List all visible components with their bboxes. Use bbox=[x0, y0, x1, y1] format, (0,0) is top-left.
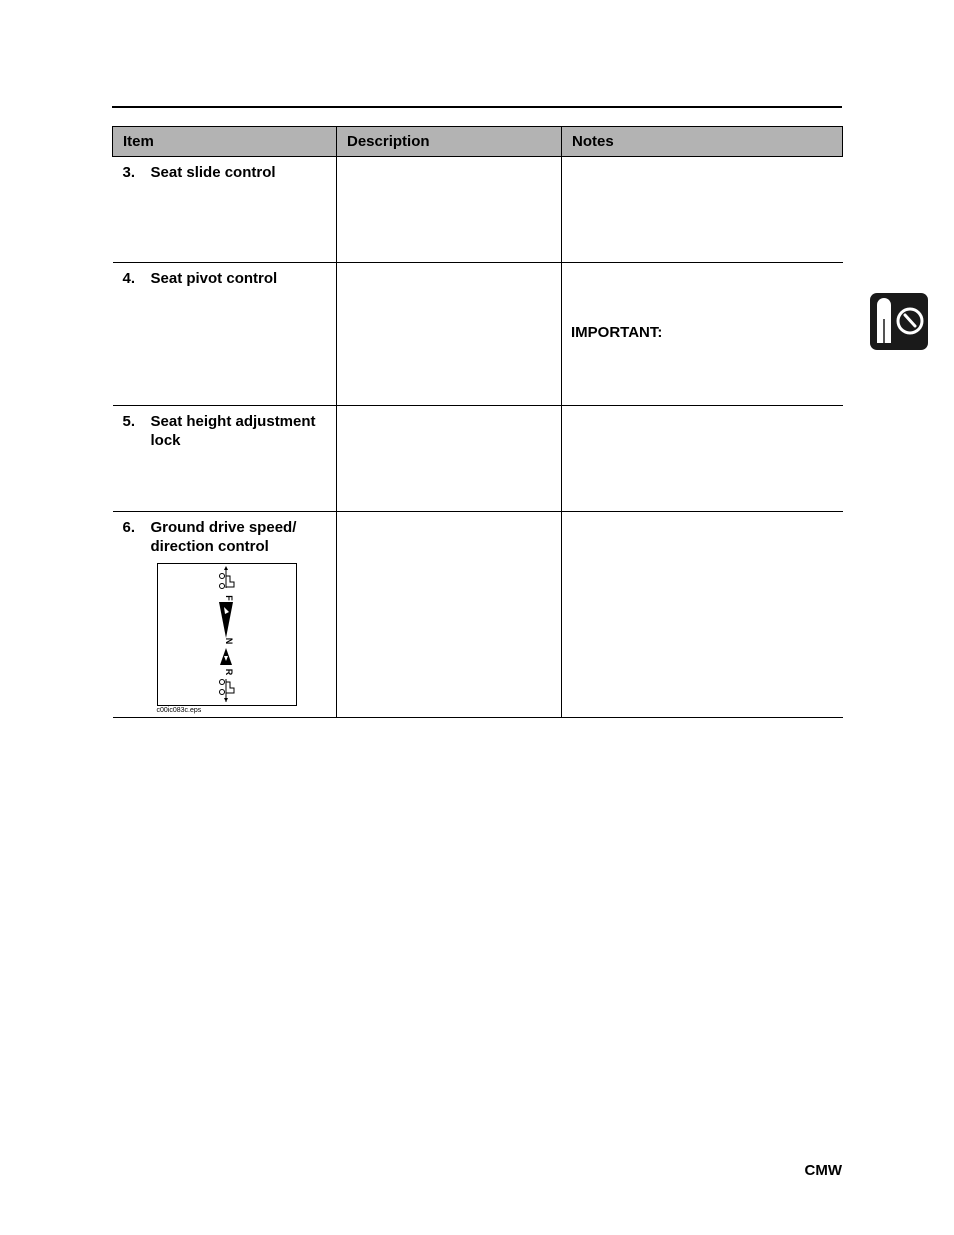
item-number: 5. bbox=[122, 413, 136, 430]
table-row bbox=[113, 406, 843, 512]
notes-cell bbox=[562, 406, 843, 512]
item-name: Seat pivot control bbox=[150, 270, 278, 287]
forward-label: F bbox=[223, 595, 234, 601]
speed-direction-diagram bbox=[157, 563, 297, 706]
item-name: Seat slide control bbox=[150, 164, 276, 181]
notes-cell bbox=[562, 263, 843, 406]
table-row bbox=[113, 157, 843, 263]
item-name: Seat height adjustment lock bbox=[150, 413, 316, 449]
description-cell bbox=[337, 512, 562, 718]
gate-icon bbox=[226, 682, 234, 693]
footer-mark: CMW bbox=[804, 1162, 842, 1179]
notes-cell bbox=[562, 157, 843, 263]
forward-wedge-icon bbox=[219, 602, 233, 638]
diagram-caption: c00ic083c.eps bbox=[156, 707, 202, 714]
detent-icon bbox=[219, 680, 224, 685]
item-cell bbox=[113, 157, 337, 263]
detent-icon bbox=[219, 574, 224, 579]
section-tab bbox=[870, 293, 928, 350]
header-notes: Notes bbox=[562, 127, 843, 157]
item-name: Ground drive speed/ direction control bbox=[150, 519, 297, 555]
item-cell bbox=[113, 263, 337, 406]
neutral-label: N bbox=[223, 637, 234, 645]
description-cell bbox=[337, 406, 562, 512]
notes-cell bbox=[562, 512, 843, 718]
item-number: 4. bbox=[122, 270, 136, 287]
table-header-row bbox=[113, 127, 843, 157]
item-number: 3. bbox=[122, 164, 136, 181]
item-number: 6. bbox=[122, 519, 136, 536]
header-description: Description bbox=[337, 127, 562, 157]
important-label: IMPORTANT: bbox=[571, 324, 663, 341]
lever-and-gauge-icon bbox=[870, 293, 928, 350]
gate-icon bbox=[226, 576, 234, 587]
detent-icon bbox=[219, 584, 224, 589]
arrow-up-icon bbox=[224, 566, 228, 570]
reverse-label: R bbox=[223, 668, 234, 676]
table-row bbox=[113, 512, 843, 718]
controls-table bbox=[112, 126, 843, 718]
shift-pattern-graphic bbox=[158, 564, 296, 705]
description-cell bbox=[337, 157, 562, 263]
table-row bbox=[113, 263, 843, 406]
item-cell bbox=[113, 406, 337, 512]
item-cell bbox=[113, 512, 337, 718]
arrow-down-icon bbox=[224, 698, 228, 702]
description-cell bbox=[337, 263, 562, 406]
header-item: Item bbox=[113, 127, 337, 157]
top-rule bbox=[112, 106, 842, 108]
detent-icon bbox=[219, 690, 224, 695]
